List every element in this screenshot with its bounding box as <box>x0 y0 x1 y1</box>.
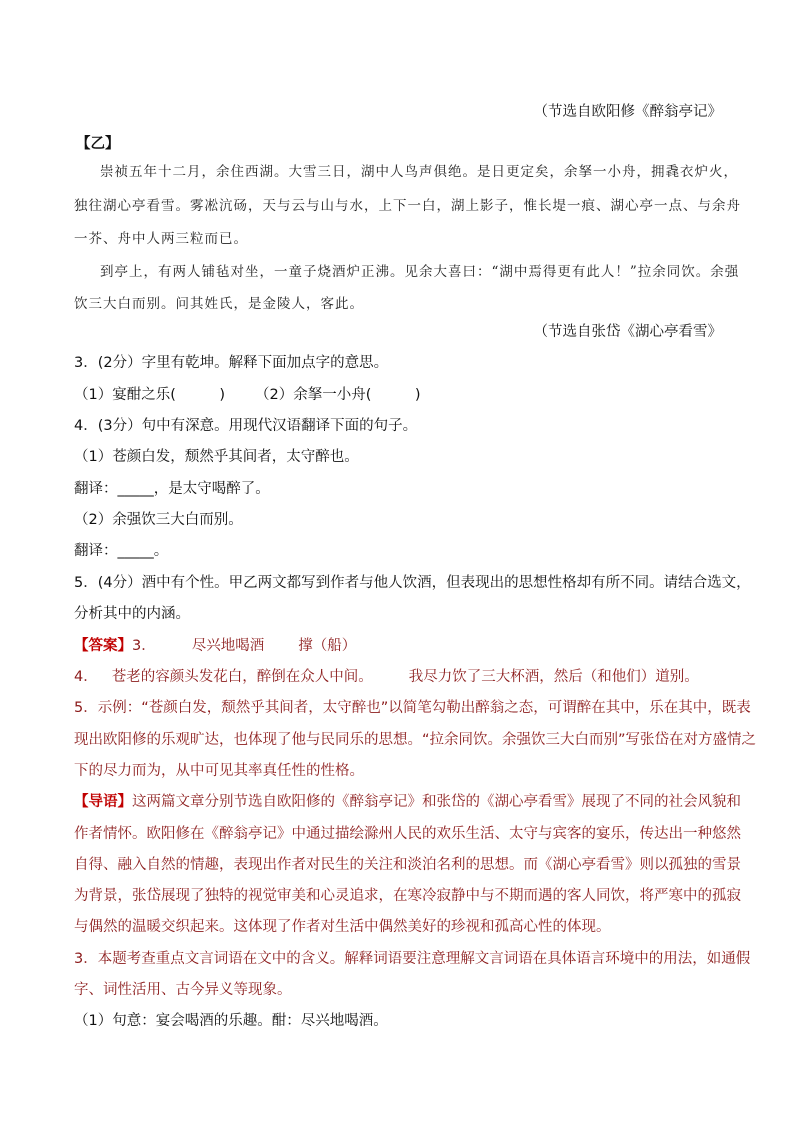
guide-first-line: 这两篇文章分别节选自欧阳修的《醉翁亭记》和张岱的《湖心亭看雪》展现了不同的社会风貌和 <box>132 794 741 810</box>
question-3-item-2: （2）余拏一小舟( ) <box>255 387 421 403</box>
answer-4-value-1: 苍老的容颜头发花白，醉倒在众人中间。 <box>111 669 373 685</box>
question-4-sentence-2: （2）余强饮三大白而别。 <box>74 512 243 528</box>
analysis-line: 字、词性活用、古今异义等现象。 <box>74 982 292 998</box>
guide-line: 与偶然的温暖交织起来。这体现了作者对生活中偶然美好的珍视和孤高心性的体现。 <box>74 919 611 935</box>
answer-4-number: 4． <box>74 669 98 685</box>
guide-line: 自得、融入自然的情趣，表现出作者对民生的关注和淡泊名利的思想。而《湖心亭看雪》则以孤独的雪景 <box>74 857 741 873</box>
guide-line <box>74 792 741 812</box>
passage-line: 到亭上，有两人铺毡对坐，一童子烧酒炉正沸。见余大喜曰：“湖中焉得更有此人！”拉余同饮。余强 <box>100 264 740 280</box>
question-4-translation-1: 翻译：_____，是太守喝醉了。 <box>74 481 270 497</box>
answer-3-number: 3． <box>132 638 156 654</box>
answer-4-value-2: 我尽力饮了三大杯酒，然后（和他们）道别。 <box>408 669 699 685</box>
answer-label: 【答案】 <box>74 638 132 654</box>
question-4-title: 4．(3分）句中有深意。用现代汉语翻译下面的句子。 <box>74 418 418 434</box>
guide-line: 作者情怀。欧阳修在《醉翁亭记》中通过描绘滁州人民的欢乐生活、太守与宾客的宴乐，传达出一种悠然 <box>74 826 741 842</box>
answer-3-value-2: 撑（船） <box>298 638 357 654</box>
answer-3-value-1: 尽兴地喝酒 <box>191 638 265 654</box>
answer-5-line: 现出欧阳修的乐观旷达，也体现了他与民同乐的思想。“拉余同饮。余强饮三大白而别”写张岱在对方盛情之 <box>74 732 757 748</box>
passage-line: 独往湖心亭看雪。雾凇沆砀，天与云与山与水，上下一白，湖上影子，惟长堤一痕、湖心亭一点、与余舟 <box>74 198 741 214</box>
source-citation-a: （节选自欧阳修《醉翁亭记》 <box>533 104 722 120</box>
passage-line: 饮三大白而别。问其姓氏，是金陵人，客此。 <box>74 296 364 312</box>
answer-line-4 <box>74 667 699 687</box>
answer-line-3 <box>74 636 356 656</box>
passage-line: 一芥、舟中人两三粒而已。 <box>74 231 248 247</box>
passage-line: 崇祯五年十二月，余住西湖。大雪三日，湖中人鸟声俱绝。是日更定矣，余拏一小舟，拥毳衣炉火， <box>100 164 738 180</box>
analysis-line: 3．本题考查重点文言词语在文中的含义。解释词语要注意理解文言词语在具体语言环境中的用法，如通假 <box>74 951 751 967</box>
analysis-line: （1）句意：宴会喝酒的乐趣。酣：尽兴地喝酒。 <box>74 1013 388 1029</box>
answer-5-line: 5．示例：“苍颜白发，颓然乎其间者，太守醉也”以简笔勾勒出醉翁之态，可谓醉在其中，乐在其中，既表 <box>74 700 751 716</box>
answer-5-line: 下的尽力而为，从中可见其率真任性的性格。 <box>74 763 364 779</box>
guide-label: 【导语】 <box>74 794 132 810</box>
question-3-title: 3．(2分）字里有乾坤。解释下面加点字的意思。 <box>74 355 389 371</box>
question-4-sentence-1: （1）苍颜白发，颓然乎其间者，太守醉也。 <box>74 449 359 465</box>
section-b-label: 【乙】 <box>76 136 120 152</box>
question-5-line: 分析其中的内涵。 <box>74 606 190 622</box>
question-5-line: 5．(4分）酒中有个性。甲乙两文都写到作者与他人饮酒，但表现出的思想性格却有所不同。请结合选文， <box>74 575 751 591</box>
question-3-item-1: （1）宴酣之乐( ) <box>74 387 226 403</box>
guide-line: 为背景，张岱展现了独特的视觉审美和心灵追求，在寒冷寂静中与不期而遇的客人同饮，将严寒中的孤寂 <box>74 888 741 904</box>
source-citation-b: （节选自张岱《湖心亭看雪》 <box>533 324 722 340</box>
question-4-translation-2: 翻译：_____。 <box>74 543 169 559</box>
